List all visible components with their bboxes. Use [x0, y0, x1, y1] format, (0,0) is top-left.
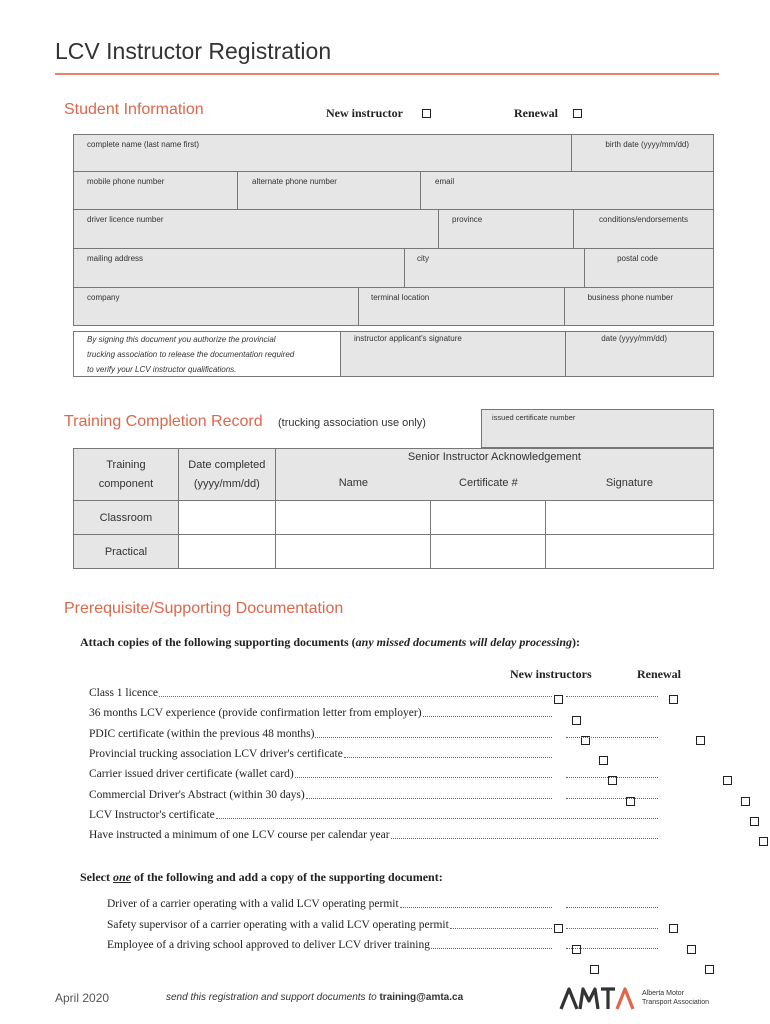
new-instructor-checkbox[interactable]: [590, 965, 599, 974]
document-item-label: 36 months LCV experience (provide confirmation letter from employer): [89, 707, 422, 720]
date-completed-header: [178, 449, 275, 501]
date-completed-cell[interactable]: [178, 535, 275, 569]
option-item: [107, 898, 399, 910]
date-completed-cell[interactable]: [178, 501, 275, 535]
new-instructor-checkbox[interactable]: [554, 695, 563, 704]
senior-acknowledgement-header: Senior Instructor Acknowledgement: [275, 449, 713, 466]
renewal-option[interactable]: [514, 106, 582, 121]
consent-paragraph: [87, 332, 294, 377]
document-item: [89, 707, 673, 719]
document-item: [89, 748, 673, 760]
form-row-licence: [73, 210, 714, 249]
renewal-checkbox[interactable]: [687, 945, 696, 954]
signature-date-label: date (yyyy/mm/dd): [601, 334, 667, 343]
document-item-label: Class 1 licence: [89, 687, 158, 699]
consent-line: trucking association to release the documentation required: [87, 350, 295, 359]
document-item: [89, 789, 673, 801]
signature-date-field[interactable]: [565, 332, 713, 376]
training-component-header: [74, 449, 179, 501]
new-instructor-checkbox[interactable]: [572, 945, 581, 954]
select-one-emphasis: one: [112, 870, 131, 884]
form-row-address: [73, 249, 714, 288]
dot-leader: [566, 696, 658, 697]
mobile-phone-label: mobile phone number: [87, 177, 165, 186]
dot-leader: [566, 798, 658, 799]
consent-line: By signing this document you authorize the provincial: [87, 335, 276, 344]
renewal-checkbox[interactable]: [669, 695, 678, 704]
email-link[interactable]: training@amta.ca: [379, 992, 464, 1003]
document-item-label: Provincial trucking association LCV driver's certificate: [89, 747, 343, 760]
certificate-number-cell[interactable]: [431, 535, 546, 569]
issued-certificate-field[interactable]: [481, 409, 714, 448]
conditions-field[interactable]: [573, 210, 713, 248]
form-row-company: [73, 288, 714, 326]
training-component-header-line: component: [98, 477, 154, 490]
document-item-label: PDIC certificate (within the previous 48 months): [89, 727, 315, 740]
new-instructor-checkbox[interactable]: [422, 109, 431, 118]
title-divider: [55, 73, 719, 75]
renewal-column-header: Renewal: [637, 667, 681, 681]
renewal-checkbox[interactable]: [573, 109, 582, 118]
dot-leader: [159, 696, 552, 697]
renewal-checkbox[interactable]: [669, 924, 678, 933]
attach-text: Attach copies of the following supporting documents (: [80, 635, 356, 649]
renewal-checkbox[interactable]: [750, 817, 759, 826]
new-instructor-checkbox[interactable]: [554, 924, 563, 933]
select-text-end: of the following and add a copy of the supporting document:: [130, 870, 443, 884]
mailing-address-field[interactable]: [74, 249, 404, 287]
dot-leader: [566, 928, 658, 929]
birth-date-field[interactable]: [571, 135, 713, 171]
association-name-line: Transport Association: [642, 999, 710, 1006]
training-table: [73, 448, 714, 569]
name-field-label: complete name (last name first): [87, 140, 200, 149]
consent-line: to verify your LCV instructor qualifications.: [87, 365, 237, 374]
senior-name-cell[interactable]: [275, 535, 431, 569]
dot-leader: [431, 948, 552, 949]
revision-date: April 2020: [55, 991, 110, 1005]
association-name-line: Alberta Motor: [642, 990, 685, 997]
document-item: [89, 829, 673, 841]
dot-leader: [423, 716, 552, 717]
city-field[interactable]: [404, 249, 584, 287]
student-info-form: [73, 134, 714, 377]
postal-code-field[interactable]: [584, 249, 713, 287]
amta-logo: [559, 983, 719, 1013]
alternate-phone-label: alternate phone number: [252, 177, 337, 186]
new-instructor-option[interactable]: [326, 106, 431, 121]
name-field[interactable]: [74, 135, 571, 171]
province-field[interactable]: [438, 210, 573, 248]
option-item: [107, 939, 430, 951]
city-label: city: [417, 254, 429, 263]
page-title: LCV Instructor Registration: [55, 38, 332, 64]
select-text: Select: [80, 870, 113, 884]
dot-leader: [391, 838, 658, 839]
terminal-location-label: terminal location: [371, 293, 430, 302]
applicant-signature-field[interactable]: [340, 332, 565, 376]
document-item-label: Commercial Driver's Abstract (within 30 days): [89, 788, 305, 801]
option-item-label: Safety supervisor of a carrier operating with a valid LCV operating permit: [107, 918, 449, 931]
dot-leader: [566, 907, 658, 908]
attach-instruction: [80, 635, 580, 650]
signature-cell[interactable]: [546, 535, 714, 569]
mobile-phone-field[interactable]: [74, 172, 237, 209]
document-item-label: LCV Instructor's certificate: [89, 808, 215, 821]
new-instructor-checkbox[interactable]: [599, 756, 608, 765]
dot-leader: [315, 737, 552, 738]
renewal-label: Renewal: [514, 106, 558, 120]
association-use-only: (trucking association use only): [278, 417, 426, 429]
amta-logo-mark: [559, 983, 639, 1013]
conditions-label: conditions/endorsements: [599, 215, 688, 224]
prereq-heading: Prerequisite/Supporting Documentation: [64, 600, 344, 617]
option-item-label: Employee of a driving school approved to deliver LCV driver training: [107, 939, 430, 951]
attach-warning: any missed documents will delay processing: [355, 635, 573, 649]
dot-leader: [450, 928, 552, 929]
dot-leader: [344, 757, 552, 758]
email-field[interactable]: [420, 172, 713, 209]
company-field[interactable]: [74, 288, 358, 325]
dot-leader: [566, 737, 658, 738]
document-item-label: Have instructed a minimum of one LCV course per calendar year: [89, 829, 390, 842]
issued-certificate-label: issued certificate number: [492, 413, 576, 422]
alternate-phone-field[interactable]: [237, 172, 420, 209]
dot-leader: [566, 777, 658, 778]
form-row-signature: [73, 331, 714, 377]
company-label: company: [87, 293, 120, 302]
training-record-heading: Training Completion Record: [64, 413, 263, 430]
document-item: [89, 687, 673, 699]
document-item-label: Carrier issued driver certificate (wallet card): [89, 768, 294, 781]
form-row-phones: [73, 172, 714, 210]
training-component-header-line: Training: [106, 458, 146, 471]
renewal-checkbox[interactable]: [705, 965, 714, 974]
option-item: [107, 919, 449, 931]
attach-text-end: ):: [572, 635, 581, 649]
dot-leader: [400, 907, 552, 908]
form-row-name: [73, 134, 714, 172]
email-label: email: [435, 177, 455, 186]
renewal-checkbox[interactable]: [696, 736, 705, 745]
signature-cell[interactable]: [546, 501, 714, 535]
document-item: [89, 809, 673, 821]
dot-leader: [295, 777, 552, 778]
province-label: province: [452, 215, 483, 224]
licence-number-field[interactable]: [74, 210, 438, 248]
terminal-location-field[interactable]: [358, 288, 564, 325]
mailing-address-label: mailing address: [87, 254, 144, 263]
send-instructions: [166, 992, 463, 1003]
student-info-heading: Student Information: [64, 101, 204, 118]
dot-leader: [216, 818, 658, 819]
name-header: Name: [275, 466, 431, 501]
date-completed-header-line: (yyyy/mm/dd): [193, 477, 260, 490]
business-phone-label: business phone number: [587, 293, 673, 302]
send-text: send this registration and support documents to: [166, 992, 380, 1003]
renewal-checkbox[interactable]: [723, 776, 732, 785]
licence-number-label: driver licence number: [87, 215, 164, 224]
birth-date-label: birth date (yyyy/mm/dd): [605, 140, 689, 149]
dot-leader: [306, 798, 552, 799]
renewal-checkbox[interactable]: [741, 797, 750, 806]
dot-leader: [566, 948, 658, 949]
training-row-classroom: [74, 501, 714, 535]
date-completed-header-line: Date completed: [188, 458, 266, 471]
component-label: Classroom: [74, 501, 179, 535]
business-phone-field[interactable]: [564, 288, 713, 325]
consent-text: [74, 332, 340, 376]
certificate-number-header: Certificate #: [431, 466, 546, 501]
senior-name-cell[interactable]: [275, 501, 431, 535]
training-row-practical: [74, 535, 714, 569]
signature-header: Signature: [546, 466, 714, 501]
renewal-checkbox[interactable]: [759, 837, 768, 846]
new-instructor-label: New instructor: [326, 106, 403, 120]
new-instructors-column-header: New instructors: [510, 667, 592, 681]
postal-code-label: postal code: [617, 254, 658, 263]
select-one-instruction: [80, 870, 443, 885]
new-instructor-checkbox[interactable]: [572, 716, 581, 725]
document-item: [89, 768, 673, 780]
association-name: [642, 989, 709, 1007]
certificate-number-cell[interactable]: [431, 501, 546, 535]
applicant-signature-label: instructor applicant's signature: [354, 334, 462, 343]
option-item-label: Driver of a carrier operating with a valid LCV operating permit: [107, 898, 399, 910]
component-label: Practical: [74, 535, 179, 569]
